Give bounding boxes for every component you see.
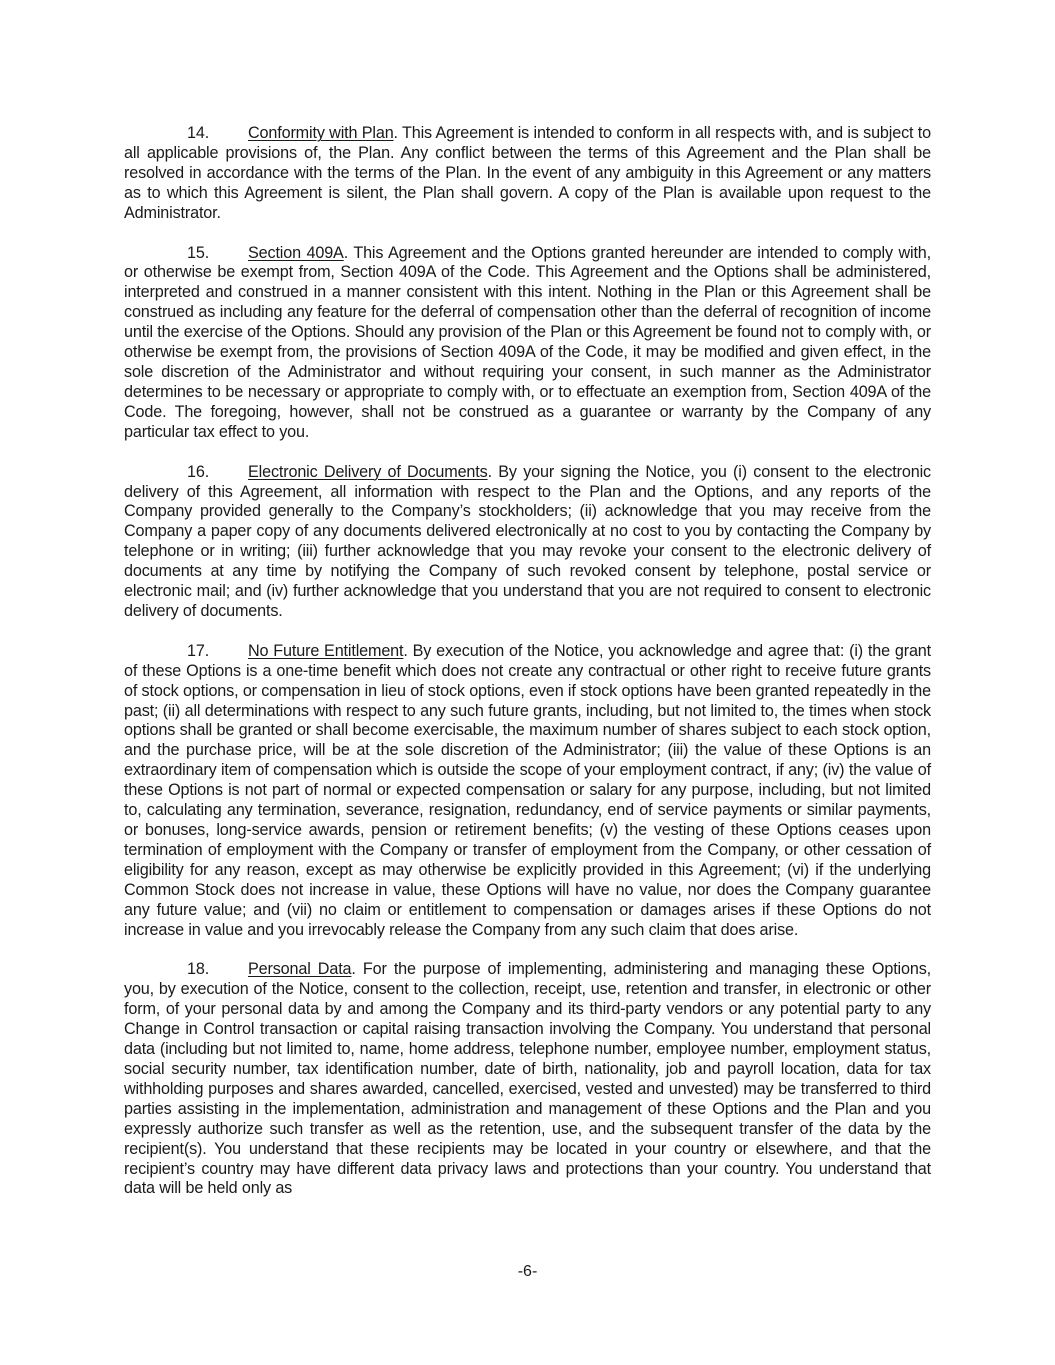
section-number: 16. bbox=[187, 462, 210, 481]
section-heading: Conformity with Plan bbox=[248, 124, 394, 142]
section-number: 18. bbox=[187, 960, 210, 979]
document-page bbox=[124, 124, 931, 1219]
section-body: . By your signing the Notice, you (i) consent to the electronic delivery of this Agreement, all information with respect to the Plan and the Options, and any reports of the Company provided generally to the Company’s stockholders; (ii) acknowledge that you may receive from the Company a paper copy of any documents delivered electronically at no cost to you by contacting the Company by telephone or in writing; (iii) further acknowledge that you may revoke your consent to the electronic delivery of documents at any time by notifying the Company of such revoked consent by telephone, postal service or electronic mail; and (iv) further acknowledge that you understand that you are not required to consent to electronic delivery of documents. bbox=[124, 462, 931, 620]
section-18-personal-data bbox=[124, 960, 931, 1199]
section-number: 15. bbox=[187, 243, 210, 262]
section-body: . This Agreement is intended to conform in all respects with, and is subject to all applicable provisions of, the Plan. Any conflict between the terms of this Agreement and the Plan shall be resolved in accordance with the terms of the Plan. In the event of any ambiguity in this Agreement or any matters as to which this Agreement is silent, the Plan shall govern. A copy of the Plan is available upon request to the Administrator. bbox=[124, 124, 931, 222]
section-17-no-future-entitlement bbox=[124, 642, 931, 941]
section-body: . This Agreement and the Options granted hereunder are intended to comply with, or otherwise be exempt from, Section 409A of the Code. This Agreement and the Options shall be administered, interpreted and construed in a manner consistent with this intent. Nothing in the Plan or this Agreement shall be construed as including any feature for the deferral of compensation other than the deferral of recognition of income until the exercise of the Options. Should any provision of the Plan or this Agreement be found not to comply with, or otherwise be exempt from, the provisions of Section 409A of the Code, it may be modified and given effect, in the sole discretion of the Administrator and without requiring your consent, in such manner as the Administrator determines to be necessary or appropriate to comply with, or to effectuate an exemption from, Section 409A of the Code. The foregoing, however, shall not be construed as a guarantee or warranty by the Company of any particular tax effect to you. bbox=[124, 243, 931, 441]
section-heading: Section 409A bbox=[248, 243, 344, 262]
section-number: 17. bbox=[187, 641, 210, 660]
page-number: -6- bbox=[517, 1263, 538, 1280]
section-body: . For the purpose of implementing, administering and managing these Options, you, by execution of the Notice, consent to the collection, receipt, use, retention and transfer, in electronic or other form, of your personal data by and among the Company and its third-party vendors or any potential party to any Change in Control transaction or capital raising transaction involving the Company. You understand that personal data (including but not limited to, name, home address, telephone number, employee number, employment status, social security number, tax identification number, date of birth, nationality, job and payroll location, data for tax withholding purposes and shares awarded, cancelled, exercised, vested and unvested) may be transferred to third parties assisting in the implementation, administration and management of these Options and the Plan and you expressly authorize such transfer as well as the retention, use, and the subsequent transfer of the data by the recipient(s). You understand that these recipients may be located in your country or elsewhere, and that the recipient’s country may have different data privacy laws and protections than your country. You understand that data will be held only as bbox=[124, 960, 931, 1198]
section-heading: No Future Entitlement bbox=[248, 641, 404, 660]
section-15-section-409a bbox=[124, 244, 931, 443]
section-heading: Electronic Delivery of Documents bbox=[248, 462, 488, 481]
section-body: . By execution of the Notice, you acknowledge and agree that: (i) the grant of these Options is a one-time benefit which does not create any contractual or other right to receive future grants of stock options, or compensation in lieu of stock options, even if stock options have been granted repeatedly in the past; (ii) all determinations with respect to any such future grants, including, but not limited to, the times when stock options shall be granted or shall become exercisable, the maximum number of shares subject to each stock option, and the purchase price, will be at the sole discretion of the Administrator; (iii) the value of these Options is an extraordinary item of compensation which is outside the scope of your employment contract, if any; (iv) the value of these Options is not part of normal or expected compensation or salary for any purpose, including, but not limited to, calculating any termination, severance, resignation, redundancy, end of service payments or similar payments, or bonuses, long-service awards, pension or retirement benefits; (v) the vesting of these Options ceases upon termination of employment with the Company or transfer of employment from the Company, or other cessation of eligibility for any reason, except as may otherwise be explicitly provided in this Agreement; (vi) if the underlying Common Stock does not increase in value, these Options will have no value, nor does the Company guarantee any future value; and (vii) no claim or entitlement to compensation or damages arises if these Options do not increase in value and you irrevocably release the Company from any such claim that does arise. bbox=[124, 641, 931, 939]
section-heading: Personal Data bbox=[248, 960, 352, 979]
section-14-conformity-with-plan bbox=[124, 124, 931, 224]
section-16-electronic-delivery bbox=[124, 463, 931, 622]
section-number: 14. bbox=[187, 124, 210, 142]
